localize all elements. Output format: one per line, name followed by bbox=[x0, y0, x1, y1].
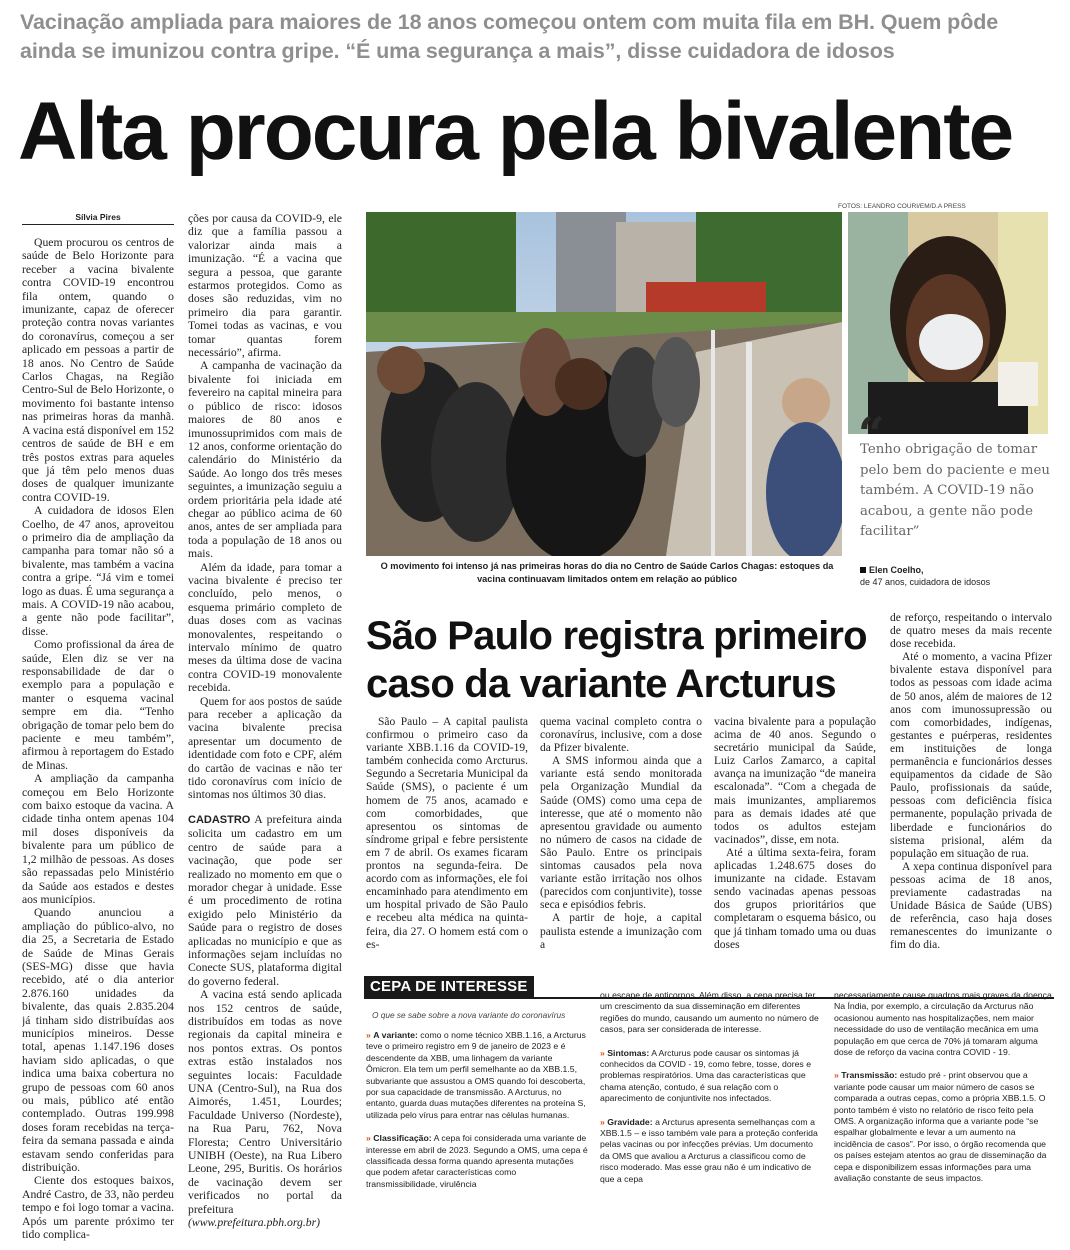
arrow-icon: » bbox=[366, 1030, 371, 1040]
byline: Sílvia Pires bbox=[22, 212, 174, 225]
paragraph: A prefeitura ainda solicita um cadastro em um centro de saúde para a vacinação, que pode ser realizado no momento em que o morador chegar à unidade. Esse é um procedimento de rotina exigido pelo Ministério da Saúde para o registro de doses aplicadas no município e que as informações sejam incluídas no Conecte SUS, plataforma digital do governo federal. bbox=[188, 812, 342, 988]
box-item-transmissao bbox=[834, 1070, 1056, 1184]
paragraph: Além da idade, para tomar a vacina bivalente é preciso ter concluído, pelo menos, o esquema primário completo de duas doses com as vacinas monovalentes, respeitando o intervalo mínimo de quatro meses da última dose de vacina contra COVID-19 monovalente recebida. bbox=[188, 560, 342, 695]
paragraph: A partir de hoje, a capital paulista estende a imunização com a bbox=[540, 912, 702, 951]
arrow-icon: » bbox=[600, 1116, 605, 1127]
item-text: estudo pré - print observou que a variante pode causar um maior número de casos se comparada a outras cepas, como a própria XBB.1.5. O ponto também é visto no relatório de risco feito pela OMS. A organização informa que a variante pode “se espalhar globalmente e levar a um aumento na incidência de casos”. Por isso, o órgão recomenda que os países estejam atentos ao grau de disseminação da cepa e disponibilizem essas informações para uma avaliação constante de seus impactos. bbox=[834, 1070, 1047, 1184]
sp-column-1 bbox=[366, 716, 528, 966]
paragraph: Até o momento, a vacina Pfizer bivalente estava disponível para todos as pessoas com idade acima de 50 anos, além de maiores de 12 anos com imunossupressão ou com comorbidades, indígenas, gestantes e puérperas, residentes em instituições de longa permanência e funcionários desses equipamentos da cidade de São Paulo, profissionais da saúde, pessoas com deficiência física permanente, população privada de liberdade e funcionários do sistema prisional, além da população em situação de rua. bbox=[890, 651, 1052, 860]
paragraph: A campanha de vacinação da bivalente foi iniciada em fevereiro na capital mineira para o público de risco: idosos maiores de 80 anos e imunossuprimidos com mais de 12 anos, conforme orientação do calendário do Ministério da Saúde. Ao longo dos três meses seguintes, a imunização seguiu a ordem prioritária pela idade até chegar ao público acima de 60 anos, antes de ser ampliada para toda a população de 18 anos ou mais. bbox=[188, 359, 342, 561]
paragraph-text: A vacina está sendo aplicada nos 152 centros de saúde, distribuídos em todas as nove regionais da capital mineira e nos pontos extras. Os pontos extras estão instalados nos seguintes locais: Faculdade UNA (Centro-Sul), na Rua dos Aimorés, 1.451, Lourdes; Faculdade Universo (Nordeste), na Rua Paru, 762, Nova Floresta; Centro Universitário UNIBH (Oeste), na Rua Libero Leone, 295, Buritis. Os horários de vacinação devem ser verificados no portal da prefeitura bbox=[188, 988, 342, 1216]
box-item-continued: necessariamente cause quadros mais graves da doença. Na Índia, por exemplo, a circulação da Arcturus não ocasionou aumento nas hospitalizações, nem maior necessidade do uso de ventilação mecânica em uma população em que cerca de 70% já tomaram alguma dose de reforço da vacina contra COVID - 19. bbox=[834, 990, 1055, 1058]
section-label-cadastro: CADASTRO bbox=[188, 813, 251, 826]
paragraph: A cuidadora de idosos Elen Coelho, de 47 anos, aproveitou o primeiro dia de ampliação da campanha para tomar não só a bivalente, mas também a vacina contra a gripe. “Já vim e tomei logo as duas. É uma segurança a mais. A COVID-19 não acabou, a gente não pode facilitar”, disse. bbox=[22, 504, 174, 638]
paragraph bbox=[188, 988, 342, 1229]
queue-photo-illustration bbox=[366, 212, 842, 556]
photo-caption: O movimento foi intenso já nas primeiras horas do dia no Centro de Saúde Carlos Chagas: estoques da vacina continuavam limitados ontem em relação ao público bbox=[380, 561, 834, 584]
portrait-illustration bbox=[848, 212, 1048, 434]
paragraph: São Paulo – A capital paulista confirmou o primeiro caso da variante XBB.1.16 da COVID-19, também conhecida como Arcturus. Segundo a Secretaria Municipal da Saúde (SMS), o paciente é um homem de 75 anos, acamado e com comorbidades, que apresentou os sintomas de síndrome gripal e febre persistente em 7 de abril. Os exames ficaram prontos na segunda-feira. De acordo com as informações, ele foi encaminhado para atendimento em um hospital privado de São Paulo e recebeu alta médica na quinta-feira, dia 27. O homem está com o es- bbox=[366, 716, 528, 951]
sp-column-4 bbox=[890, 612, 1052, 968]
paragraph: quema vacinal completo contra o coronavírus, inclusive, com a dose da Pfizer bivalente. bbox=[540, 716, 702, 755]
box-item-classificacao bbox=[366, 1133, 588, 1190]
square-bullet-icon bbox=[860, 567, 866, 573]
box-title: CEPA DE INTERESSE bbox=[364, 976, 534, 997]
paragraph: Quando anunciou a ampliação do público-alvo, no dia 25, a Secretaria de Estado de Saúde de Minas Gerais (SES-MG) disse que havia recebido, até o dia anterior 2.876.160 unidades da bivalente, das quais 2.835.204 já tinham sido distribuídas aos municípios mineiros. Desse total, apenas 1.147.196 doses haviam sido aplicadas, o que indica uma baixa cobertura no grupo de pessoas com 60 anos ou mais, público até então contemplado. Outras 199.998 doses foram recebidas na terça-feira da semana passada e ainda estavam sendo conferidas para distribuição. bbox=[22, 906, 174, 1175]
item-label: Gravidade: bbox=[607, 1116, 653, 1127]
box-column-2 bbox=[600, 990, 822, 1248]
box-item-continued: ou escape de anticorpos. Além disso, a cepa precisa ter um crescimento da sua disseminação em diferentes regiões do mundo, causando um aumento no número de casos, para ser considerada de interesse. bbox=[600, 990, 819, 1035]
arrow-icon: » bbox=[600, 1047, 605, 1058]
paragraph: Até a última sexta-feira, foram aplicadas 1.248.675 doses do imunizante na cidade. Estavam sendo vacinadas apenas pessoas dos grupos prioritários que completaram o esquema básico, ou que já tinham tomado uma ou duas doses bbox=[714, 846, 876, 951]
sp-column-3 bbox=[714, 716, 876, 966]
box-item-sintomas bbox=[600, 1048, 822, 1105]
paragraph: Quem procurou os centros de saúde de Belo Horizonte para receber a vacina bivalente contra COVID-19 encontrou fila ontem, quando o imunizante, capaz de oferecer proteção contra novas variantes do coronavírus, começou a ser aplicado em pessoas a partir de 18 anos. No Centro de Saúde Carlos Chagas, na Região Centro-Sul de Belo Horizonte, o movimento foi bastante intenso nas primeiras horas da manhã. A vacina está disponível em 152 centros de saúde de BH e em três postos extras para aqueles que já têm pelo menos duas doses de qualquer imunizante contra COVID-19. bbox=[22, 236, 174, 504]
sp-headline: São Paulo registra primeiro caso da variante Arcturus bbox=[366, 614, 867, 706]
sp-column-2 bbox=[540, 716, 702, 966]
item-label: Transmissão: bbox=[841, 1070, 898, 1081]
main-photo bbox=[366, 212, 842, 556]
item-text: a Arcturus apresenta semelhanças com a XBB.1.5 – e isso também vale para a proteção conferida pelas vacinas ou por infecções prévias. Um documento da OMS que avaliou a Arcturus a classificou como de risco moderado. Mas esse grau não é um indicativo de que a cepa bbox=[600, 1116, 818, 1184]
item-text: A Arcturus pode causar os sintomas já conhecidos da COVID - 19, como febre, tosse, dores e problemas respiratórios. Uma das características que chama atenção, contudo, é sua relação com o aparecimento de conjuntivite nos infectados. bbox=[600, 1047, 812, 1104]
box-column-1 bbox=[366, 1030, 588, 1248]
quote-attribution bbox=[860, 564, 990, 588]
quote-mark-icon: “ bbox=[858, 407, 885, 461]
portal-link[interactable]: (www.prefeitura.pbh.org.br) bbox=[188, 1216, 321, 1230]
paragraph: A SMS informou ainda que a variante está sendo monitorada pela Organização Mundial da Saúde (OMS) como uma cepa de interesse, que até o momento não apresentou gravidade ou aumento no número de casos na cidade de São Paulo. Entre os principais sintomas causados pela nova variante estão irritação nos olhos (parecidos com conjuntivite), tosse seca e episódios febris. bbox=[540, 755, 702, 912]
headline: Alta procura pela bivalente bbox=[18, 86, 1013, 177]
box-item-gravidade bbox=[600, 1117, 822, 1185]
portrait-photo bbox=[848, 212, 1048, 434]
paragraph: vacina bivalente para a população acima de 40 anos. Segundo o secretário municipal da Saúde, Luiz Carlos Zamarco, a capital avança na imunização “de maneira escalonada”. “Com a chegada de mais imunizantes, ampliaremos para as demais idades até que todos os adultos estejam vacinados”, disse, em nota. bbox=[714, 716, 876, 846]
box-column-3 bbox=[834, 990, 1056, 1248]
arrow-icon: » bbox=[366, 1133, 371, 1144]
pull-quote: Tenho obrigação de tomar pelo bem do paciente e meu também. A COVID-19 não acabou, a gente não pode facilitar” bbox=[860, 442, 1050, 539]
box-item-variante bbox=[366, 1030, 588, 1121]
paragraph: A ampliação da campanha começou em Belo Horizonte com baixo estoque da vacina. A cidade tinha ontem apenas 104 mil doses disponíveis da bivalente para um público de 1,2 milhão de pessoas. As doses são repassadas pelo Ministério da Saúde aos estados e destes aos municípios. bbox=[22, 772, 174, 906]
paragraph: A xepa continua disponível para pessoas acima de 18 anos, previamente cadastradas na Unidade Básica de Saúde (UBS) de referência, caso haja doses remanescentes do imunizante o fim do dia. bbox=[890, 860, 1052, 952]
item-text: como o nome técnico XBB.1.16, a Arcturus teve o primeiro registro em 9 de janeiro de 2023 e é descendente da XBB, uma linhagem da variante Ômicron. Ela tem um perfil semelhante ao da XBB.1.5, subvariante que assustou a OMS quando foi descoberta, por sua capacidade de transmissão. A Arcturus, no entanto, guarda duas mutações diferentes na proteína S, utilizada pelo vírus para entrar nas células humanas. bbox=[366, 1030, 586, 1120]
item-text: A cepa foi considerada uma variante de interesse em abril de 2023. Segundo a OMS, uma cepa é classificada dessa forma quando apresenta mutações que podem afetar características como transmissibilidade, virulência bbox=[366, 1133, 588, 1189]
item-label: Classificação: bbox=[373, 1133, 432, 1144]
item-label: Sintomas: bbox=[607, 1047, 650, 1058]
paragraph: ções por causa da COVID-9, ele diz que a família passou a valorizar ainda mais a imunização. “É a vacina que segura a pessoa, que garante estarmos protegidos. Como as doses são reduzidas, vim no primeiro dia para garantir. Tomei todas as vacinas, e vou tomar quantas forem necessário”, afirma. bbox=[188, 212, 342, 360]
quote-name: Elen Coelho, bbox=[869, 565, 924, 575]
paragraph: de reforço, respeitando o intervalo de quatro meses da mais recente dose recebida. bbox=[890, 612, 1052, 651]
item-label: A variante: bbox=[373, 1030, 418, 1040]
box-subtitle: O que se sabe sobre a nova variante do coronavírus bbox=[372, 1010, 566, 1020]
photo-credit: FOTOS: LEANDRO COURI/EM/D.A PRESS bbox=[838, 203, 966, 210]
article-column-2 bbox=[188, 212, 342, 1242]
arrow-icon: » bbox=[834, 1070, 839, 1081]
paragraph: Quem for aos postos de saúde para receber a aplicação da vacina bivalente precisa apresentar um documento de identidade com foto e CPF, além do cartão de vacinas e não ter tido coronavírus com início de sintomas nos últimos 30 dias. bbox=[188, 694, 342, 802]
article-column-1 bbox=[22, 236, 174, 1250]
paragraph: Ciente dos estoques baixos, André Castro, de 33, não perdeu tempo e foi logo tomar a vacina. Após um parente próximo ter tido complica- bbox=[22, 1174, 174, 1242]
quote-role: de 47 anos, cuidadora de idosos bbox=[860, 577, 991, 587]
kicker: Vacinação ampliada para maiores de 18 anos começou ontem com muita fila em BH. Quem pôde ainda se imunizou contra gripe. “É uma segurança a mais”, disse cuidadora de idosos bbox=[20, 10, 999, 63]
paragraph: Como profissional da área de saúde, Elen diz se ver na responsabilidade de dar o exemplo para a população e manter o esquema vacinal sempre em dia. “Tenho obrigação de tomar pelo bem do paciente e meu também”, afirmou à reportagem do Estado de Minas. bbox=[22, 638, 174, 772]
